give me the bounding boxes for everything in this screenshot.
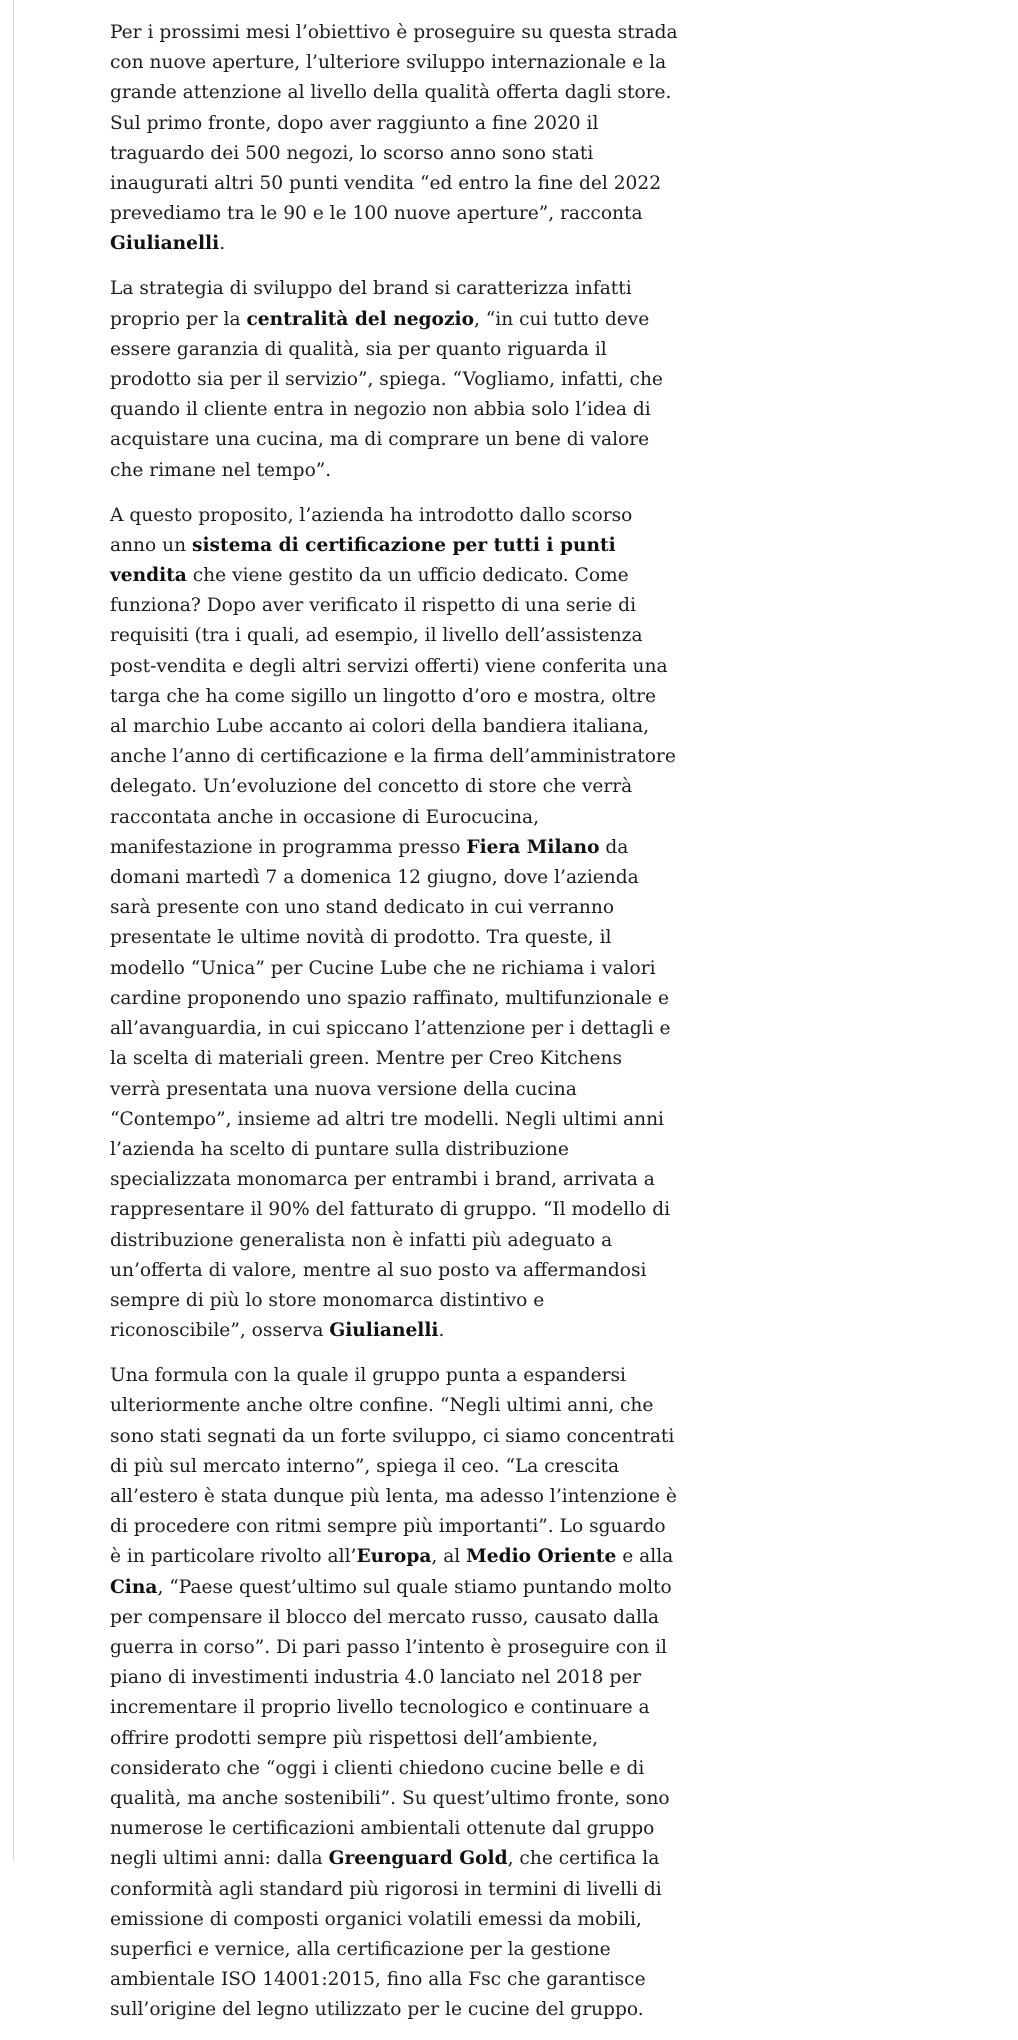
- paragraph-text: .: [438, 1320, 445, 1342]
- paragraph-text: Per i prossimi mesi l’obiettivo è proseguire su questa strada con nuove aperture, l’ulteriore sviluppo internazionale e la grande attenzione al livello della qualità offerta dagli store. Sul primo fronte, dopo aver raggiunto a fine 2020 il traguardo dei 500 negozi, lo scorso anno sono stati inaugurati altri 50 punti vendita “ed entro la fine del 2022 prevediamo tra le 90 e le 100 nuove aperture”, racconta: [110, 22, 678, 225]
- bold-medio-oriente: Medio Oriente: [466, 1546, 617, 1568]
- bold-centralita-negozio: centralità del negozio: [246, 308, 474, 330]
- paragraph-text: Una formula con la quale il gruppo punta a espandersi ulteriormente anche oltre confine. “Negli ultimi anni, che sono stati segnati da un forte sviluppo, ci siamo concentrati di più sul mercato interno”, spiega il ceo. “La crescita all’estero è stata dunque più lenta, ma adesso l’intenzione è di procedere con ritmi sempre più importanti”. Lo sguardo è in particolare rivolto all’: [110, 1365, 677, 1568]
- paragraph-text: La strategia di sviluppo del brand si caratterizza infatti proprio per la: [110, 278, 632, 330]
- paragraph-text: .: [219, 233, 226, 255]
- left-border-line: [13, 0, 14, 1861]
- article-paragraph-3: [110, 501, 678, 1347]
- paragraph-text: , che certifica la conformità agli standard più rigorosi in termini di livelli di emissione di composti organici volatili emessi da mobili, superfici e vernice, alla certificazione per la gestione ambientale ISO 14001:2015, fino alla Fsc che garantisce sull’origine del legno utilizzato per le cucine del gruppo.: [110, 1848, 662, 2021]
- paragraph-text: , al: [431, 1546, 467, 1568]
- bold-cina: Cina: [110, 1576, 158, 1598]
- article-paragraph-1: [110, 18, 678, 260]
- bold-greenguard-gold: Greenguard Gold: [328, 1848, 508, 1870]
- article-body: [110, 18, 678, 2040]
- bold-name-giulianelli: Giulianelli: [329, 1320, 439, 1342]
- paragraph-text: e alla: [616, 1546, 674, 1568]
- article-paragraph-2: [110, 274, 678, 485]
- bold-name-giulianelli: Giulianelli: [110, 233, 220, 255]
- paragraph-text: , “in cui tutto deve essere garanzia di qualità, sia per quanto riguarda il prodotto sia per il servizio”, spiega. “Vogliamo, infatti, che quando il cliente entra in negozio non abbia solo l’idea di acquistare una cucina, ma di comprare un bene di valore che rimane nel tempo”.: [110, 308, 663, 481]
- bold-fiera-milano: Fiera Milano: [466, 836, 600, 858]
- paragraph-text: A questo proposito, l’azienda ha introdotto dallo scorso anno un: [110, 504, 633, 556]
- paragraph-text: , “Paese quest’ultimo sul quale stiamo puntando molto per compensare il blocco del mercato russo, causato dalla guerra in corso”. Di pari passo l’intento è proseguire con il piano di investimenti industria 4.0 lanciato nel 2018 per incrementare il proprio livello tecnologico e continuare a offrire prodotti sempre più rispettosi dell’ambiente, considerato che “oggi i clienti chiedono cucine belle e di qualità, ma anche sostenibili”. Su quest’ultimo fronte, sono numerose le certificazioni ambientali ottenute dal gruppo negli ultimi anni: dalla: [110, 1576, 672, 1870]
- paragraph-text: da domani martedì 7 a domenica 12 giugno, dove l’azienda sarà presente con uno stand dedicato in cui verranno presentate le ultime novità di prodotto. Tra queste, il modello “Unica” per Cucine Lube che ne richiama i valori cardine proponendo uno spazio raffinato, multifunzionale e all’avanguardia, in cui spiccano l’attenzione per i dettagli e la scelta di materiali green. Mentre per Creo Kitchens verrà presentata una nuova versione della cucina “Contempo”, insieme ad altri tre modelli. Negli ultimi anni l’azienda ha scelto di puntare sulla distribuzione specializzata monomarca per entrambi i brand, arrivata a rappresentare il 90% del fatturato di gruppo. “Il modello di distribuzione generalista non è infatti più adeguato a un’offerta di valore, mentre al suo posto va affermandosi sempre di più lo store monomarca distintivo e riconoscibile”, osserva: [110, 836, 671, 1342]
- article-paragraph-4: [110, 1361, 678, 2025]
- bold-europa: Europa: [356, 1546, 432, 1568]
- bold-sistema-certificazione: sistema di certificazione per tutti i punti vendita: [110, 534, 616, 587]
- paragraph-text: che viene gestito da un ufficio dedicato. Come funziona? Dopo aver verificato il rispetto di una serie di requisiti (tra i quali, ad esempio, il livello dell’assistenza post-vendita e degli altri servizi offerti) viene conferita una targa che ha come sigillo un lingotto d’oro e mostra, oltre al marchio Lube accanto ai colori della bandiera italiana, anche l’anno di certificazione e la firma dell’amministratore delegato. Un’evoluzione del concetto di store che verrà raccontata anche in occasione di Eurocucina, manifestazione in programma presso: [110, 565, 676, 858]
